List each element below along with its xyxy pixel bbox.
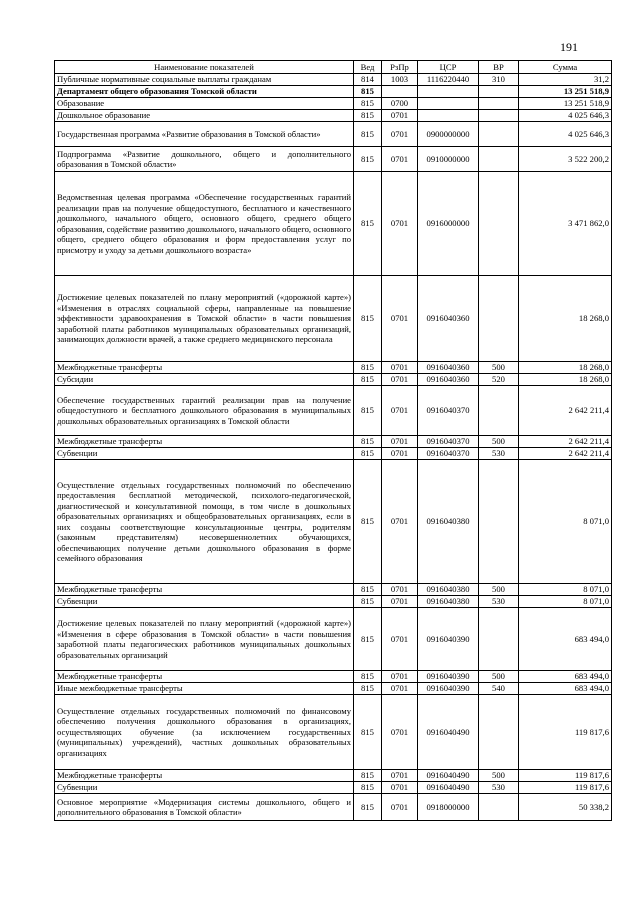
cell-rzpr: 0701 (382, 122, 418, 147)
cell-rzpr: 0701 (382, 436, 418, 448)
cell-ved: 815 (354, 172, 382, 276)
header-vr: ВР (479, 61, 519, 74)
cell-name: Субсидии (55, 374, 354, 386)
cell-vr (479, 386, 519, 436)
cell-name: Иные межбюджетные трансферты (55, 683, 354, 695)
cell-ved: 815 (354, 147, 382, 172)
page-number: 191 (560, 40, 578, 54)
cell-name: Осуществление отдельных государственных полномочий по обеспечению предоставления бесплатной методической, психолого-педагогической, диагностической и консультативной помощи, в том числе в дошкольных образовательных организациях и общеобразовательных организациях, если в них созданы соответствующие консультационные центры, родителям (законным представителям) несовершеннолетних обучающихся, обеспечивающих получение детьми дошкольного образования в форме семейного образования (55, 460, 354, 584)
cell-vr (479, 794, 519, 821)
table-row (55, 584, 612, 596)
table-row (55, 436, 612, 448)
cell-csr: 1116220440 (418, 74, 479, 86)
cell-ved: 815 (354, 596, 382, 608)
cell-ved: 815 (354, 794, 382, 821)
cell-ved: 815 (354, 98, 382, 110)
cell-rzpr: 0701 (382, 584, 418, 596)
cell-sum: 13 251 518,9 (519, 86, 612, 98)
cell-name: Субвенции (55, 782, 354, 794)
cell-rzpr: 0701 (382, 794, 418, 821)
cell-vr: 310 (479, 74, 519, 86)
cell-name: Межбюджетные трансферты (55, 362, 354, 374)
cell-rzpr: 0701 (382, 695, 418, 770)
table-header-row (55, 61, 612, 74)
cell-rzpr: 0701 (382, 172, 418, 276)
cell-name: Субвенции (55, 596, 354, 608)
cell-sum: 2 642 211,4 (519, 386, 612, 436)
cell-rzpr: 0701 (382, 362, 418, 374)
cell-ved: 815 (354, 460, 382, 584)
cell-rzpr: 0701 (382, 608, 418, 671)
budget-table (54, 60, 612, 821)
cell-ved: 815 (354, 608, 382, 671)
table-row (55, 98, 612, 110)
cell-csr: 0916040380 (418, 584, 479, 596)
cell-ved: 815 (354, 362, 382, 374)
cell-name: Межбюджетные трансферты (55, 671, 354, 683)
table-row (55, 683, 612, 695)
cell-sum: 18 268,0 (519, 276, 612, 362)
table-row (55, 608, 612, 671)
cell-csr: 0916040360 (418, 362, 479, 374)
table-row (55, 122, 612, 147)
cell-rzpr: 0701 (382, 386, 418, 436)
cell-csr: 0916040360 (418, 374, 479, 386)
cell-sum: 8 071,0 (519, 596, 612, 608)
cell-csr (418, 98, 479, 110)
cell-sum: 119 817,6 (519, 782, 612, 794)
cell-ved: 815 (354, 695, 382, 770)
cell-sum: 2 642 211,4 (519, 436, 612, 448)
cell-vr: 500 (479, 671, 519, 683)
cell-sum: 18 268,0 (519, 362, 612, 374)
cell-name: Департамент общего образования Томской области (55, 86, 354, 98)
cell-ved: 815 (354, 110, 382, 122)
cell-vr (479, 695, 519, 770)
cell-vr: 540 (479, 683, 519, 695)
cell-ved: 815 (354, 86, 382, 98)
cell-ved: 815 (354, 770, 382, 782)
cell-sum: 4 025 646,3 (519, 122, 612, 147)
cell-csr: 0916040380 (418, 460, 479, 584)
cell-csr: 0916040390 (418, 671, 479, 683)
cell-vr (479, 172, 519, 276)
cell-name: Межбюджетные трансферты (55, 770, 354, 782)
table-row (55, 374, 612, 386)
cell-csr: 0916040490 (418, 782, 479, 794)
cell-rzpr: 0701 (382, 683, 418, 695)
cell-rzpr: 0701 (382, 110, 418, 122)
cell-csr (418, 110, 479, 122)
cell-csr: 0916040370 (418, 436, 479, 448)
cell-rzpr: 0701 (382, 276, 418, 362)
cell-ved: 815 (354, 386, 382, 436)
cell-csr: 0910000000 (418, 147, 479, 172)
cell-rzpr: 0701 (382, 448, 418, 460)
table-row (55, 671, 612, 683)
cell-csr (418, 86, 479, 98)
cell-name: Осуществление отдельных государственных полномочий по финансовому обеспечению получения дошкольного образования в организациях, осуществляющих обучение (за исключением государственных (муниципальных) учреждений), частных дошкольных образовательных организациях (55, 695, 354, 770)
cell-name: Обеспечение государственных гарантий реализации прав на получение общедоступного и бесплатного дошкольного образования в муниципальных дошкольных образовательных организациях в Томской области (55, 386, 354, 436)
cell-vr (479, 122, 519, 147)
cell-sum: 50 338,2 (519, 794, 612, 821)
cell-name: Образование (55, 98, 354, 110)
cell-sum: 8 071,0 (519, 460, 612, 584)
cell-rzpr: 0701 (382, 460, 418, 584)
cell-vr: 530 (479, 782, 519, 794)
cell-vr (479, 276, 519, 362)
cell-csr: 0916040390 (418, 608, 479, 671)
cell-ved: 815 (354, 448, 382, 460)
table-row (55, 770, 612, 782)
cell-name: Субвенции (55, 448, 354, 460)
cell-sum: 13 251 518,9 (519, 98, 612, 110)
cell-name: Подпрограмма «Развитие дошкольного, общего и дополнительного образования в Томской области» (55, 147, 354, 172)
table-row (55, 276, 612, 362)
cell-sum: 4 025 646,3 (519, 110, 612, 122)
cell-csr: 0900000000 (418, 122, 479, 147)
cell-csr: 0916040370 (418, 386, 479, 436)
cell-sum: 119 817,6 (519, 770, 612, 782)
cell-rzpr: 0701 (382, 374, 418, 386)
table-row (55, 448, 612, 460)
table-row (55, 147, 612, 172)
cell-name: Дошкольное образование (55, 110, 354, 122)
cell-ved: 815 (354, 683, 382, 695)
cell-rzpr: 1003 (382, 74, 418, 86)
cell-ved: 815 (354, 374, 382, 386)
cell-csr: 0918000000 (418, 794, 479, 821)
cell-rzpr: 0701 (382, 770, 418, 782)
cell-csr: 0916040490 (418, 770, 479, 782)
cell-sum: 683 494,0 (519, 683, 612, 695)
cell-name: Достижение целевых показателей по плану мероприятий («дорожной карте») «Изменения в отраслях социальной сферы, направленные на повышение эффективности здравоохранения в Томской области» в части повышения заработной платы работников муниципальных образовательных организаций, занимающих должности врачей, а также среднего медицинского персонала (55, 276, 354, 362)
cell-vr (479, 86, 519, 98)
cell-rzpr: 0700 (382, 98, 418, 110)
header-name: Наименование показателей (55, 61, 354, 74)
cell-sum: 3 471 862,0 (519, 172, 612, 276)
cell-csr: 0916040360 (418, 276, 479, 362)
cell-ved: 815 (354, 671, 382, 683)
cell-csr: 0916040490 (418, 695, 479, 770)
cell-rzpr: 0701 (382, 782, 418, 794)
cell-vr: 520 (479, 374, 519, 386)
table-row (55, 596, 612, 608)
cell-vr: 500 (479, 770, 519, 782)
cell-vr: 500 (479, 584, 519, 596)
cell-ved: 815 (354, 122, 382, 147)
cell-vr (479, 110, 519, 122)
cell-ved: 815 (354, 436, 382, 448)
cell-vr (479, 460, 519, 584)
cell-sum: 31,2 (519, 74, 612, 86)
table-row (55, 74, 612, 86)
cell-name: Межбюджетные трансферты (55, 436, 354, 448)
cell-sum: 683 494,0 (519, 671, 612, 683)
cell-csr: 0916040380 (418, 596, 479, 608)
table-row (55, 386, 612, 436)
header-sum: Сумма (519, 61, 612, 74)
cell-sum: 18 268,0 (519, 374, 612, 386)
table-row (55, 110, 612, 122)
cell-name: Публичные нормативные социальные выплаты гражданам (55, 74, 354, 86)
table-row (55, 460, 612, 584)
cell-csr: 0916000000 (418, 172, 479, 276)
cell-ved: 814 (354, 74, 382, 86)
cell-ved: 815 (354, 584, 382, 596)
cell-name: Достижение целевых показателей по плану мероприятий («дорожной карте») «Изменения в сфере образования в Томской области» в части повышения заработной платы педагогических работников муниципальных дошкольных образовательных организаций (55, 608, 354, 671)
cell-vr: 530 (479, 596, 519, 608)
cell-sum: 2 642 211,4 (519, 448, 612, 460)
table-row (55, 695, 612, 770)
table-row (55, 362, 612, 374)
cell-vr: 530 (479, 448, 519, 460)
header-csr: ЦСР (418, 61, 479, 74)
cell-sum: 683 494,0 (519, 608, 612, 671)
cell-vr: 500 (479, 436, 519, 448)
cell-csr: 0916040370 (418, 448, 479, 460)
cell-vr (479, 608, 519, 671)
cell-name: Основное мероприятие «Модернизация системы дошкольного, общего и дополнительного образования в Томской области» (55, 794, 354, 821)
cell-ved: 815 (354, 276, 382, 362)
cell-rzpr (382, 86, 418, 98)
cell-csr: 0916040390 (418, 683, 479, 695)
cell-vr: 500 (479, 362, 519, 374)
cell-sum: 3 522 200,2 (519, 147, 612, 172)
header-ved: Вед (354, 61, 382, 74)
cell-vr (479, 98, 519, 110)
header-rzpr: РзПр (382, 61, 418, 74)
cell-rzpr: 0701 (382, 671, 418, 683)
table-row (55, 794, 612, 821)
cell-sum: 8 071,0 (519, 584, 612, 596)
cell-name: Ведомственная целевая программа «Обеспечение государственных гарантий реализации прав на получение общедоступного, бесплатного и качественного дошкольного, начального общего, основного общего, среднего общего образования, содействие развитию дошкольного, начального общего, основного общего, среднего общего образования и форм предоставления услуг по присмотру и уходу за детьми дошкольного возраста» (55, 172, 354, 276)
table-row (55, 172, 612, 276)
cell-ved: 815 (354, 782, 382, 794)
table-row (55, 782, 612, 794)
cell-name: Межбюджетные трансферты (55, 584, 354, 596)
cell-vr (479, 147, 519, 172)
cell-rzpr: 0701 (382, 596, 418, 608)
cell-sum: 119 817,6 (519, 695, 612, 770)
cell-name: Государственная программа «Развитие образования в Томской области» (55, 122, 354, 147)
table-row (55, 86, 612, 98)
cell-rzpr: 0701 (382, 147, 418, 172)
